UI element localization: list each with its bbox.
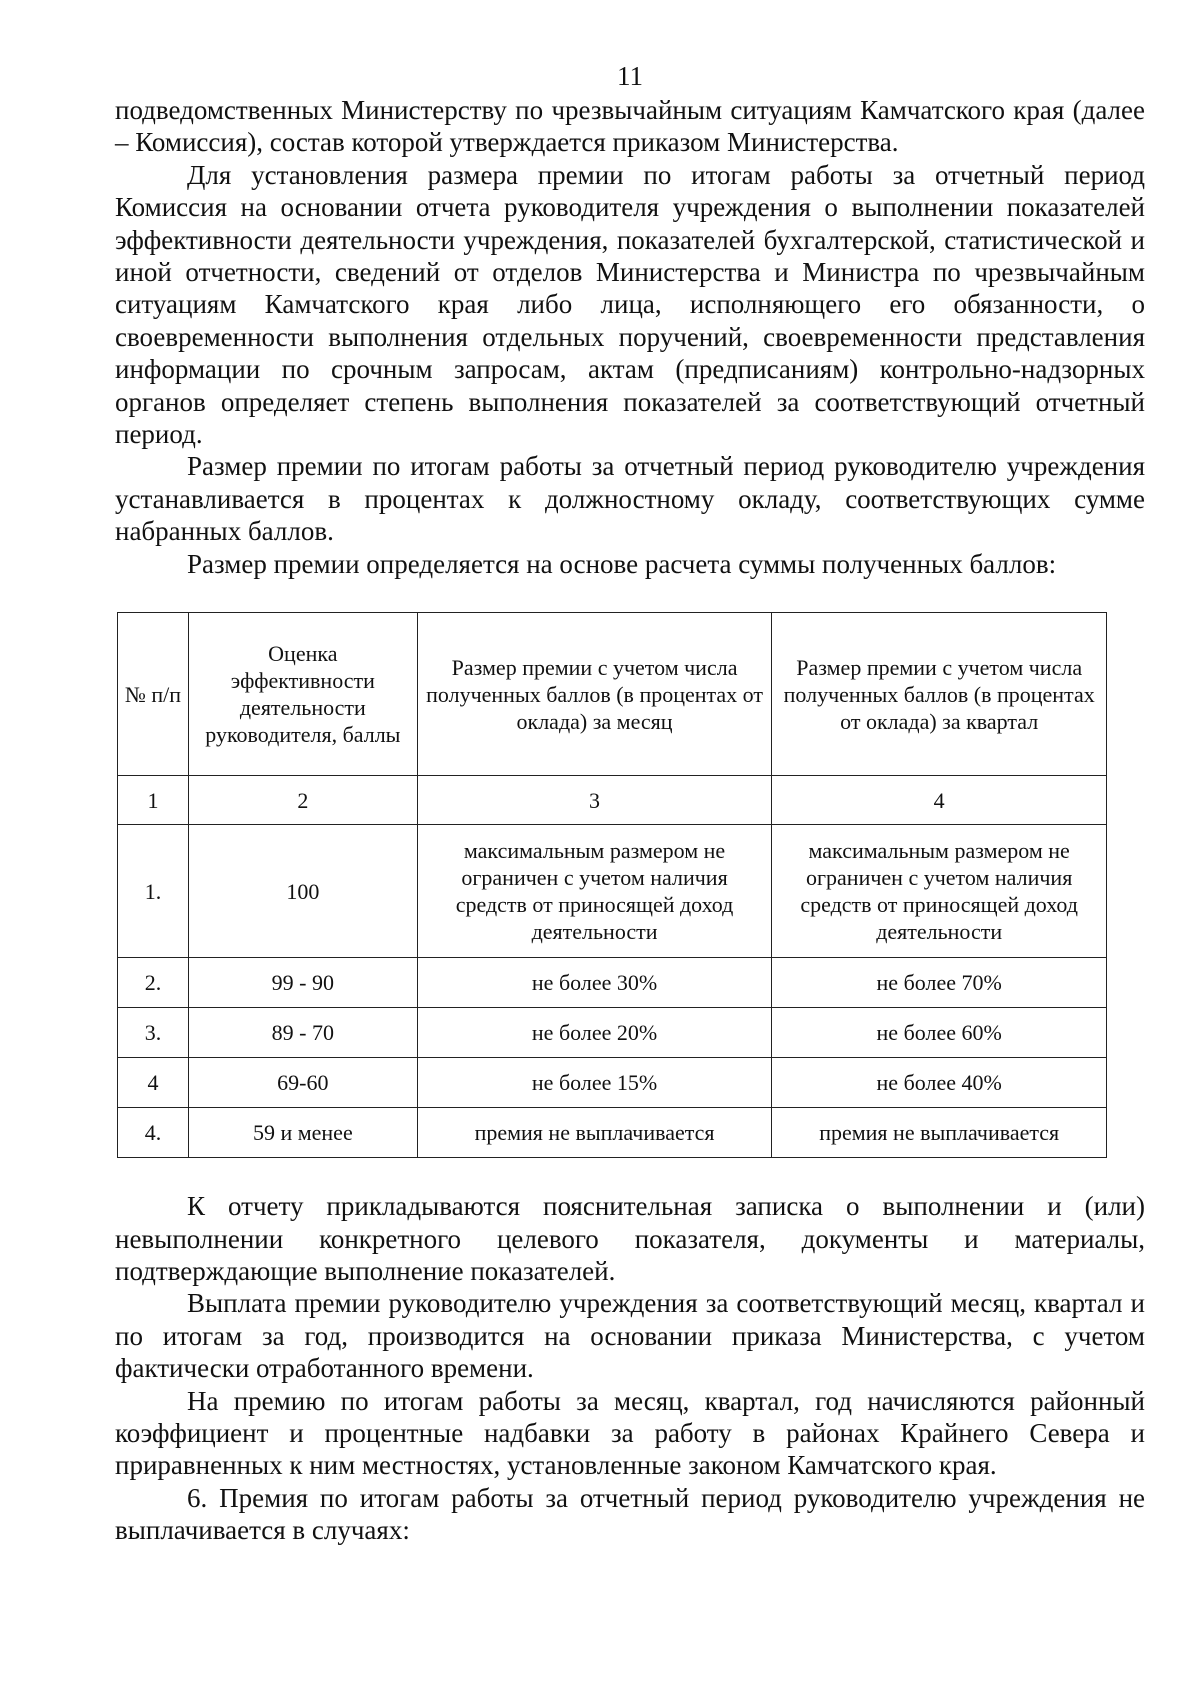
paragraph-table-intro: Размер премии определяется на основе расчета суммы полученных баллов: [187, 548, 1057, 579]
table-cell: не более 40% [772, 1058, 1107, 1108]
table-cell: максимальным размером не ограничен с учетом наличия средств от приносящей доход деятельности [772, 825, 1107, 958]
table-cell: 1. [118, 825, 189, 958]
table-cell: 69-60 [188, 1058, 417, 1108]
bonus-table-wrapper [115, 612, 1145, 1158]
table-row [118, 958, 1107, 1008]
table-cell: не более 20% [417, 1008, 772, 1058]
header-quarterly-bonus: Размер премии с учетом числа полученных баллов (в процентах от оклада) за квартал [772, 613, 1107, 776]
table-cell: 59 и менее [188, 1108, 417, 1158]
table-cell: максимальным размером не ограничен с учетом наличия средств от приносящей доход деятельности [417, 825, 772, 958]
paragraph-bonus-percent: Размер премии по итогам работы за отчетный период руководителю учреждения устанавливается в процентах к должностному окладу, соответствующих сумме набранных баллов. [115, 451, 1145, 547]
header-score: Оценка эффективности деятельности руководителя, баллы [188, 613, 417, 776]
table-cell: не более 15% [417, 1058, 772, 1108]
table-header-row [118, 613, 1107, 776]
table-cell: не более 70% [772, 958, 1107, 1008]
table-cell: 89 - 70 [188, 1008, 417, 1058]
table-row [118, 825, 1107, 958]
table-cell: 2. [118, 958, 189, 1008]
table-cell: 4. [118, 1108, 189, 1158]
bonus-table [117, 612, 1107, 1158]
page-number: 11 [617, 61, 643, 91]
table-cell: 4 [118, 1058, 189, 1108]
table-cell: 100 [188, 825, 417, 958]
paragraph-commission: подведомственных Министерству по чрезвычайным ситуациям Камчатского края (далее – Комиссия), состав которой утверждается приказом Министерства. [115, 95, 1145, 158]
paragraph-clause-6: 6. Премия по итогам работы за отчетный период руководителю учреждения не выплачивается в случаях: [115, 1482, 1145, 1546]
column-number: 3 [417, 776, 772, 825]
table-row [118, 1108, 1107, 1158]
table-cell: не более 60% [772, 1008, 1107, 1058]
document-page [115, 60, 1145, 1547]
column-number: 2 [188, 776, 417, 825]
table-column-numbers-row [118, 776, 1107, 825]
table-row [118, 1008, 1107, 1058]
table-cell: премия не выплачивается [417, 1108, 772, 1158]
header-number: № п/п [118, 613, 189, 776]
paragraph-report-attachments: К отчету прикладываются пояснительная записка о выполнении и (или) невыполнении конкретного целевого показателя, документы и материалы, подтверждающие выполнение показателей. [115, 1191, 1145, 1286]
column-number: 4 [772, 776, 1107, 825]
table-cell: премия не выплачивается [772, 1108, 1107, 1158]
table-row [118, 1058, 1107, 1108]
paragraph-bonus-payment: Выплата премии руководителю учреждения за соответствующий месяц, квартал и по итогам за год, производится на основании приказа Министерства, с учетом фактически отработанного времени. [115, 1288, 1145, 1384]
paragraph-bonus-procedure: Для установления размера премии по итогам работы за отчетный период Комиссия на основании отчета руководителя учреждения о выполнении показателей эффективности деятельности учреждения, показателей бухгалтерской, статистической и иной отчетности, сведений от отделов Министерства и Министра по чрезвычайным ситуациям Камчатского края либо лица, исполняющего его обязанности, о своевременности выполнения отдельных поручений, своевременности представления информации по срочным запросам, актам (предписаниям) контрольно-надзорных органов определяет степень выполнения показателей за соответствующий отчетный период. [115, 159, 1145, 450]
table-cell: 99 - 90 [188, 958, 417, 1008]
header-monthly-bonus: Размер премии с учетом числа полученных баллов (в процентах от оклада) за месяц [417, 613, 772, 776]
column-number: 1 [118, 776, 189, 825]
table-cell: не более 30% [417, 958, 772, 1008]
table-cell: 3. [118, 1008, 189, 1058]
paragraph-regional-coefficient: На премию по итогам работы за месяц, квартал, год начисляются районный коэффициент и процентные надбавки за работу в районах Крайнего Севера и приравненных к ним местностях, установленные законом Камчатского края. [115, 1385, 1145, 1481]
